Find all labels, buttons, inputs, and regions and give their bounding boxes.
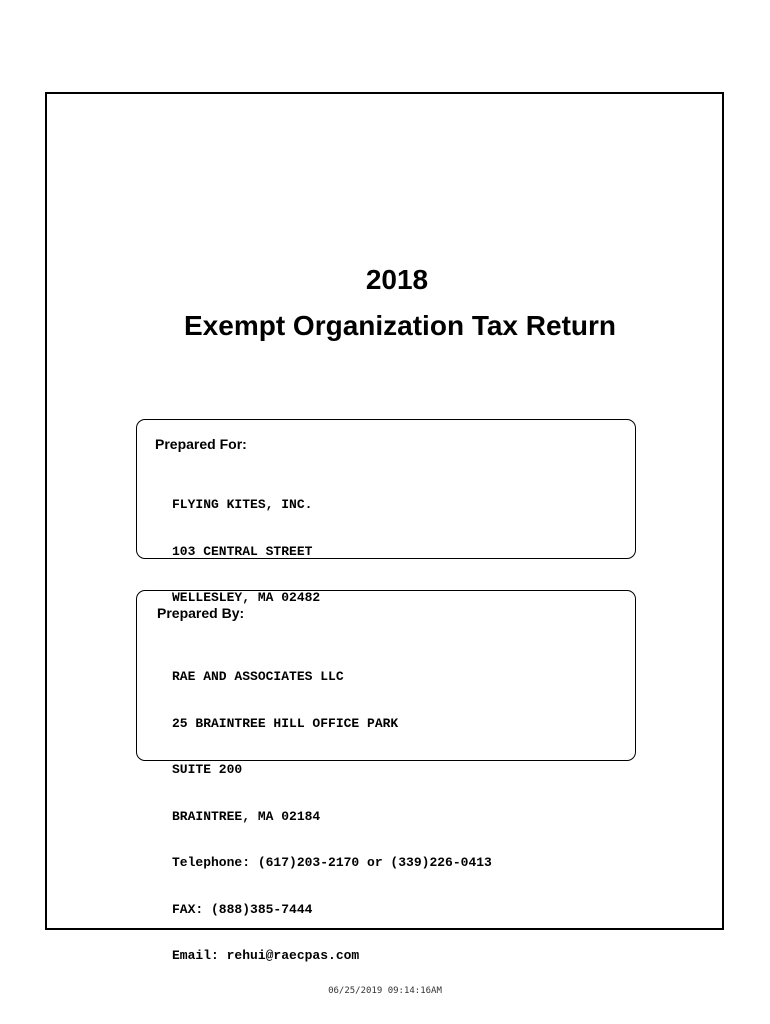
preparer-firm-name: RAE AND ASSOCIATES LLC bbox=[172, 669, 344, 684]
prepared-by-label: Prepared By: bbox=[157, 605, 245, 621]
preparer-fax: FAX: (888)385-7444 bbox=[172, 901, 313, 917]
preparer-telephone: Telephone: (617)203-2170 or (339)226-0413 bbox=[172, 855, 492, 870]
preparer-email: Email: rehui@raecpas.com bbox=[172, 948, 360, 963]
prepared-by-box bbox=[136, 590, 636, 963]
client-city-state-zip: WELLESLEY, MA 02482 bbox=[172, 590, 321, 605]
tax-year: 2018 bbox=[365, 264, 429, 295]
prepared-by-address bbox=[172, 638, 492, 995]
preparer-city-state-zip: BRAINTREE, MA 02184 bbox=[172, 808, 321, 824]
prepared-for-label: Prepared For: bbox=[155, 436, 247, 452]
preparer-street: 25 BRAINTREE HILL OFFICE PARK bbox=[172, 715, 399, 731]
client-name: FLYING KITES, INC. bbox=[172, 497, 313, 512]
print-timestamp: 06/25/2019 09:14:16AM bbox=[328, 986, 442, 996]
document-title: Exempt Organization Tax Return bbox=[184, 310, 616, 341]
client-street: 103 CENTRAL STREET bbox=[172, 543, 313, 559]
prepared-for-box bbox=[136, 419, 636, 605]
preparer-suite: SUITE 200 bbox=[172, 762, 243, 777]
